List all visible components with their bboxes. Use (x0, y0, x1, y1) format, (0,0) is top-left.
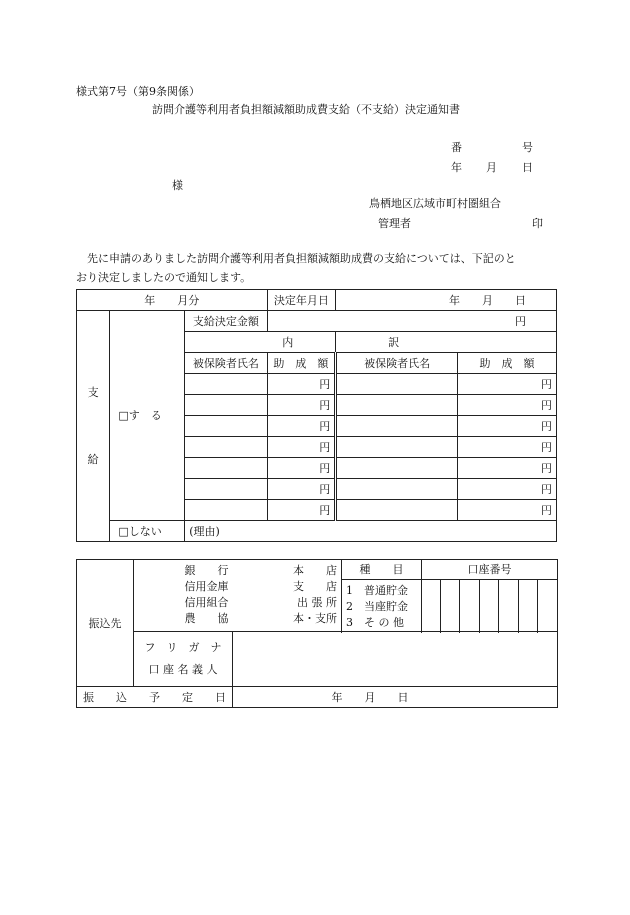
name-cell[interactable] (185, 437, 267, 458)
scheduled-date[interactable]: 年 月 日 (233, 687, 558, 708)
col-name-left: 被保険者氏名 (185, 353, 267, 374)
name-cell[interactable] (336, 374, 458, 395)
account-digit-cell[interactable] (422, 580, 441, 632)
account-digit-cell[interactable] (519, 580, 538, 632)
name-cell[interactable] (185, 416, 267, 437)
name-cell[interactable] (185, 395, 267, 416)
name-cell[interactable] (336, 395, 458, 416)
administrator-label: 管理者 (378, 217, 411, 230)
date-year: 年 (451, 161, 462, 174)
branch-type: 本・支所 (293, 612, 337, 625)
decision-table (76, 289, 557, 542)
amount-cell[interactable]: 円 (267, 479, 336, 500)
name-cell[interactable] (185, 458, 267, 479)
reason-field[interactable]: (理由) (185, 521, 557, 542)
form-number: 様式第7号（第9条関係） (76, 85, 200, 98)
name-cell[interactable] (336, 458, 458, 479)
bank-type: 銀 行 (184, 564, 229, 577)
scheduled-date-label: 振 込 予 定 日 (77, 687, 233, 708)
furigana-label: フ リ ガ ナ (144, 641, 222, 654)
bank-type: 農 協 (184, 612, 229, 625)
branch-type-list (233, 560, 342, 632)
amount-cell[interactable]: 円 (458, 479, 557, 500)
seal-mark: 印 (532, 217, 543, 230)
amount-cell[interactable]: 円 (458, 500, 557, 521)
payment-amount-yen: 円 (267, 311, 556, 332)
account-kind-option[interactable]: 1 普通貯金 (346, 584, 408, 597)
account-digit-cell[interactable] (499, 580, 519, 632)
organization-name: 鳥栖地区広域市町村圏組合 (369, 197, 501, 210)
account-digit-cell[interactable] (460, 580, 480, 632)
amount-cell[interactable]: 円 (267, 374, 336, 395)
branch-type: 本 店 (293, 564, 337, 577)
col-amount-right: 助 成 額 (458, 353, 557, 374)
decision-date: 年 月 日 (336, 290, 557, 311)
shikyu-char-1: 支 (87, 386, 99, 399)
amount-cell[interactable]: 円 (267, 458, 336, 479)
account-kind-option[interactable]: 3 そ の 他 (346, 616, 404, 629)
account-digit-cell[interactable] (480, 580, 499, 632)
amount-cell[interactable]: 円 (458, 374, 557, 395)
amount-cell[interactable]: 円 (458, 416, 557, 437)
account-digit-cell[interactable] (538, 580, 558, 632)
billing-month: 年 月分 (77, 290, 268, 311)
date-month: 月 (486, 161, 497, 174)
shikyu-char-2: 給 (87, 453, 99, 466)
decision-date-label: 決定年月日 (267, 290, 336, 311)
name-cell[interactable] (336, 479, 458, 500)
account-kind-label: 種 目 (342, 560, 422, 580)
account-number-label: 口座番号 (422, 560, 558, 580)
payment-amount-label: 支給決定金額 (185, 311, 267, 332)
branch-type: 出 張 所 (297, 596, 337, 609)
amount-cell[interactable]: 円 (458, 437, 557, 458)
breakdown-label-1: 内 (185, 332, 336, 353)
amount-cell[interactable]: 円 (267, 500, 336, 521)
shinai-checkbox[interactable]: □しない (110, 521, 185, 542)
name-cell[interactable] (336, 437, 458, 458)
suru-checkbox[interactable]: □す る (110, 311, 185, 521)
bank-type: 信用組合 (184, 596, 229, 609)
name-cell[interactable] (336, 500, 458, 521)
date-day: 日 (522, 161, 533, 174)
notice-line-2: おり決定しましたので通知します。 (76, 271, 252, 284)
account-holder-field[interactable] (233, 632, 558, 687)
notice-line-1: 先に申請のありました訪問介護等利用者負担額減額助成費の支給については、下記のと (87, 252, 516, 265)
branch-type: 支 店 (293, 580, 337, 593)
transfer-destination-label: 振込先 (77, 560, 134, 687)
bank-type-list (134, 560, 233, 632)
recipient-honorific: 様 (172, 179, 183, 192)
amount-cell[interactable]: 円 (458, 395, 557, 416)
col-amount-left: 助 成 額 (267, 353, 336, 374)
amount-cell[interactable]: 円 (458, 458, 557, 479)
breakdown-label-2: 訳 (336, 332, 557, 353)
col-name-right: 被保険者氏名 (336, 353, 458, 374)
account-kind-option[interactable]: 2 当座貯金 (346, 600, 408, 613)
name-cell[interactable] (185, 500, 267, 521)
bank-type: 信用金庫 (184, 580, 229, 593)
name-cell[interactable] (185, 374, 267, 395)
amount-cell[interactable]: 円 (267, 416, 336, 437)
document-title: 訪問介護等利用者負担額減額助成費支給（不支給）決定通知書 (152, 103, 460, 116)
number-suffix: 号 (522, 141, 533, 154)
account-digit-cell[interactable] (441, 580, 460, 632)
shikyu-label (77, 311, 110, 542)
amount-cell[interactable]: 円 (267, 437, 336, 458)
name-cell[interactable] (185, 479, 267, 500)
account-holder-labels (134, 632, 233, 687)
number-label: 番 (451, 141, 462, 154)
name-cell[interactable] (336, 416, 458, 437)
account-holder-label: 口 座 名 義 人 (148, 663, 218, 676)
account-kind-list (342, 580, 422, 632)
amount-cell[interactable]: 円 (267, 395, 336, 416)
transfer-table (76, 559, 558, 708)
